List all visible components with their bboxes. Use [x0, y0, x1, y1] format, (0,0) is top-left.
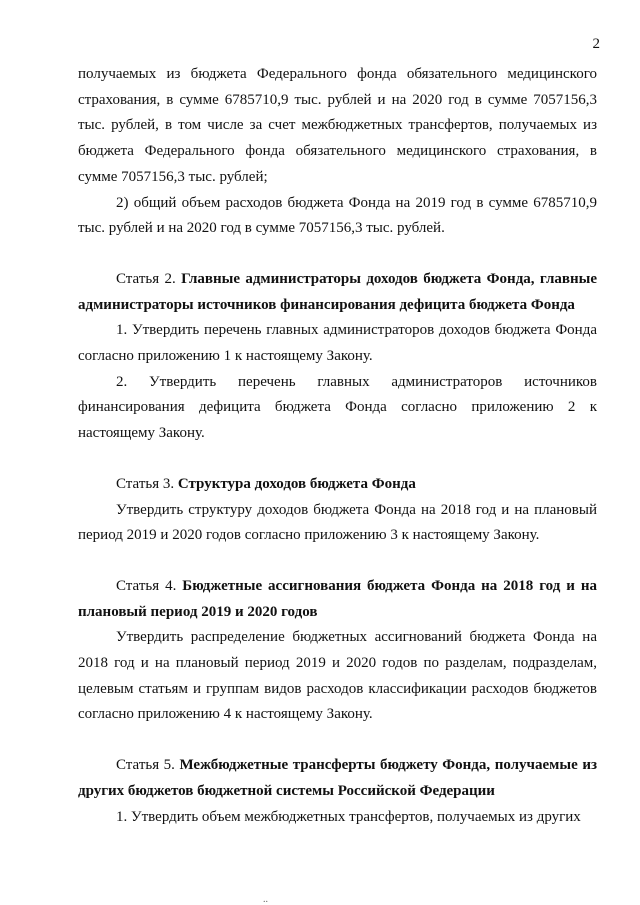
article-5-prefix: Статья 5. [116, 757, 180, 774]
footer-mark: .. [263, 894, 268, 905]
spacer [78, 447, 597, 472]
article-4-title: Бюджетные ассигнования бюджета Фонда на 2018 год и на плановый период 2019 и 2020 годов [78, 577, 597, 620]
article-2-heading [78, 267, 597, 318]
article-4-text: Утвердить распределение бюджетных ассигнований бюджета Фонда на 2018 год и на плановый период 2019 и 2020 годов по разделам, подразделам, целевым статьям и группам видов расходов классификации расходов бюджетов согласно приложению 4 к настоящему Закону. [78, 629, 597, 723]
article-5-item-1: 1. Утвердить объем межбюджетных трансфертов, получаемых из других [116, 808, 581, 825]
spacer [78, 728, 597, 753]
article-3-heading [78, 472, 597, 498]
page-number: 2 [592, 36, 600, 52]
spacer [78, 549, 597, 574]
document-body [78, 62, 597, 830]
article-2-item-1: 1. Утвердить перечень главных администраторов доходов бюджета Фонда согласно приложению 1 к настоящему Закону. [78, 322, 597, 365]
spacer [78, 242, 597, 267]
article-2-title: Главные администраторы доходов бюджета Фонда, главные администраторы источников финансирования дефицита бюджета Фонда [78, 270, 597, 313]
article-4-prefix: Статья 4. [116, 577, 183, 594]
article-2-prefix: Статья 2. [116, 270, 182, 287]
article-5-heading [78, 753, 597, 804]
article-5-title: Межбюджетные трансферты бюджету Фонда, получаемые из других бюджетов бюджетной системы Российской Федерации [78, 757, 597, 799]
article-4-heading [78, 574, 597, 625]
article-2-item-2: 2. Утвердить перечень главных администраторов источников финансирования дефицита бюджета Фонда согласно приложению 2 к настоящему Закону. [78, 373, 597, 442]
paragraph-expenses: 2) общий объем расходов бюджета Фонда на 2019 год в сумме 6785710,9 тыс. рублей и на 2020 год в сумме 7057156,3 тыс. рублей. [78, 194, 597, 237]
paragraph-continuation: получаемых из бюджета Федерального фонда обязательного медицинского страхования, в сумме 6785710,9 тыс. рублей и на 2020 год в сумме 7057156,3 тыс. рублей, в том числе за счет межбюджетных трансфертов, получаемых из бюджета Федерального фонда обязательного медицинского страхования, в сумме 7057156,3 тыс. рублей; [78, 66, 597, 185]
article-3-prefix: Статья 3. [116, 475, 178, 492]
article-3-title: Структура доходов бюджета Фонда [177, 475, 416, 492]
article-3-text: Утвердить структуру доходов бюджета Фонда на 2018 год и на плановый период 2019 и 2020 годов согласно приложению 3 к настоящему Закону. [78, 501, 597, 544]
